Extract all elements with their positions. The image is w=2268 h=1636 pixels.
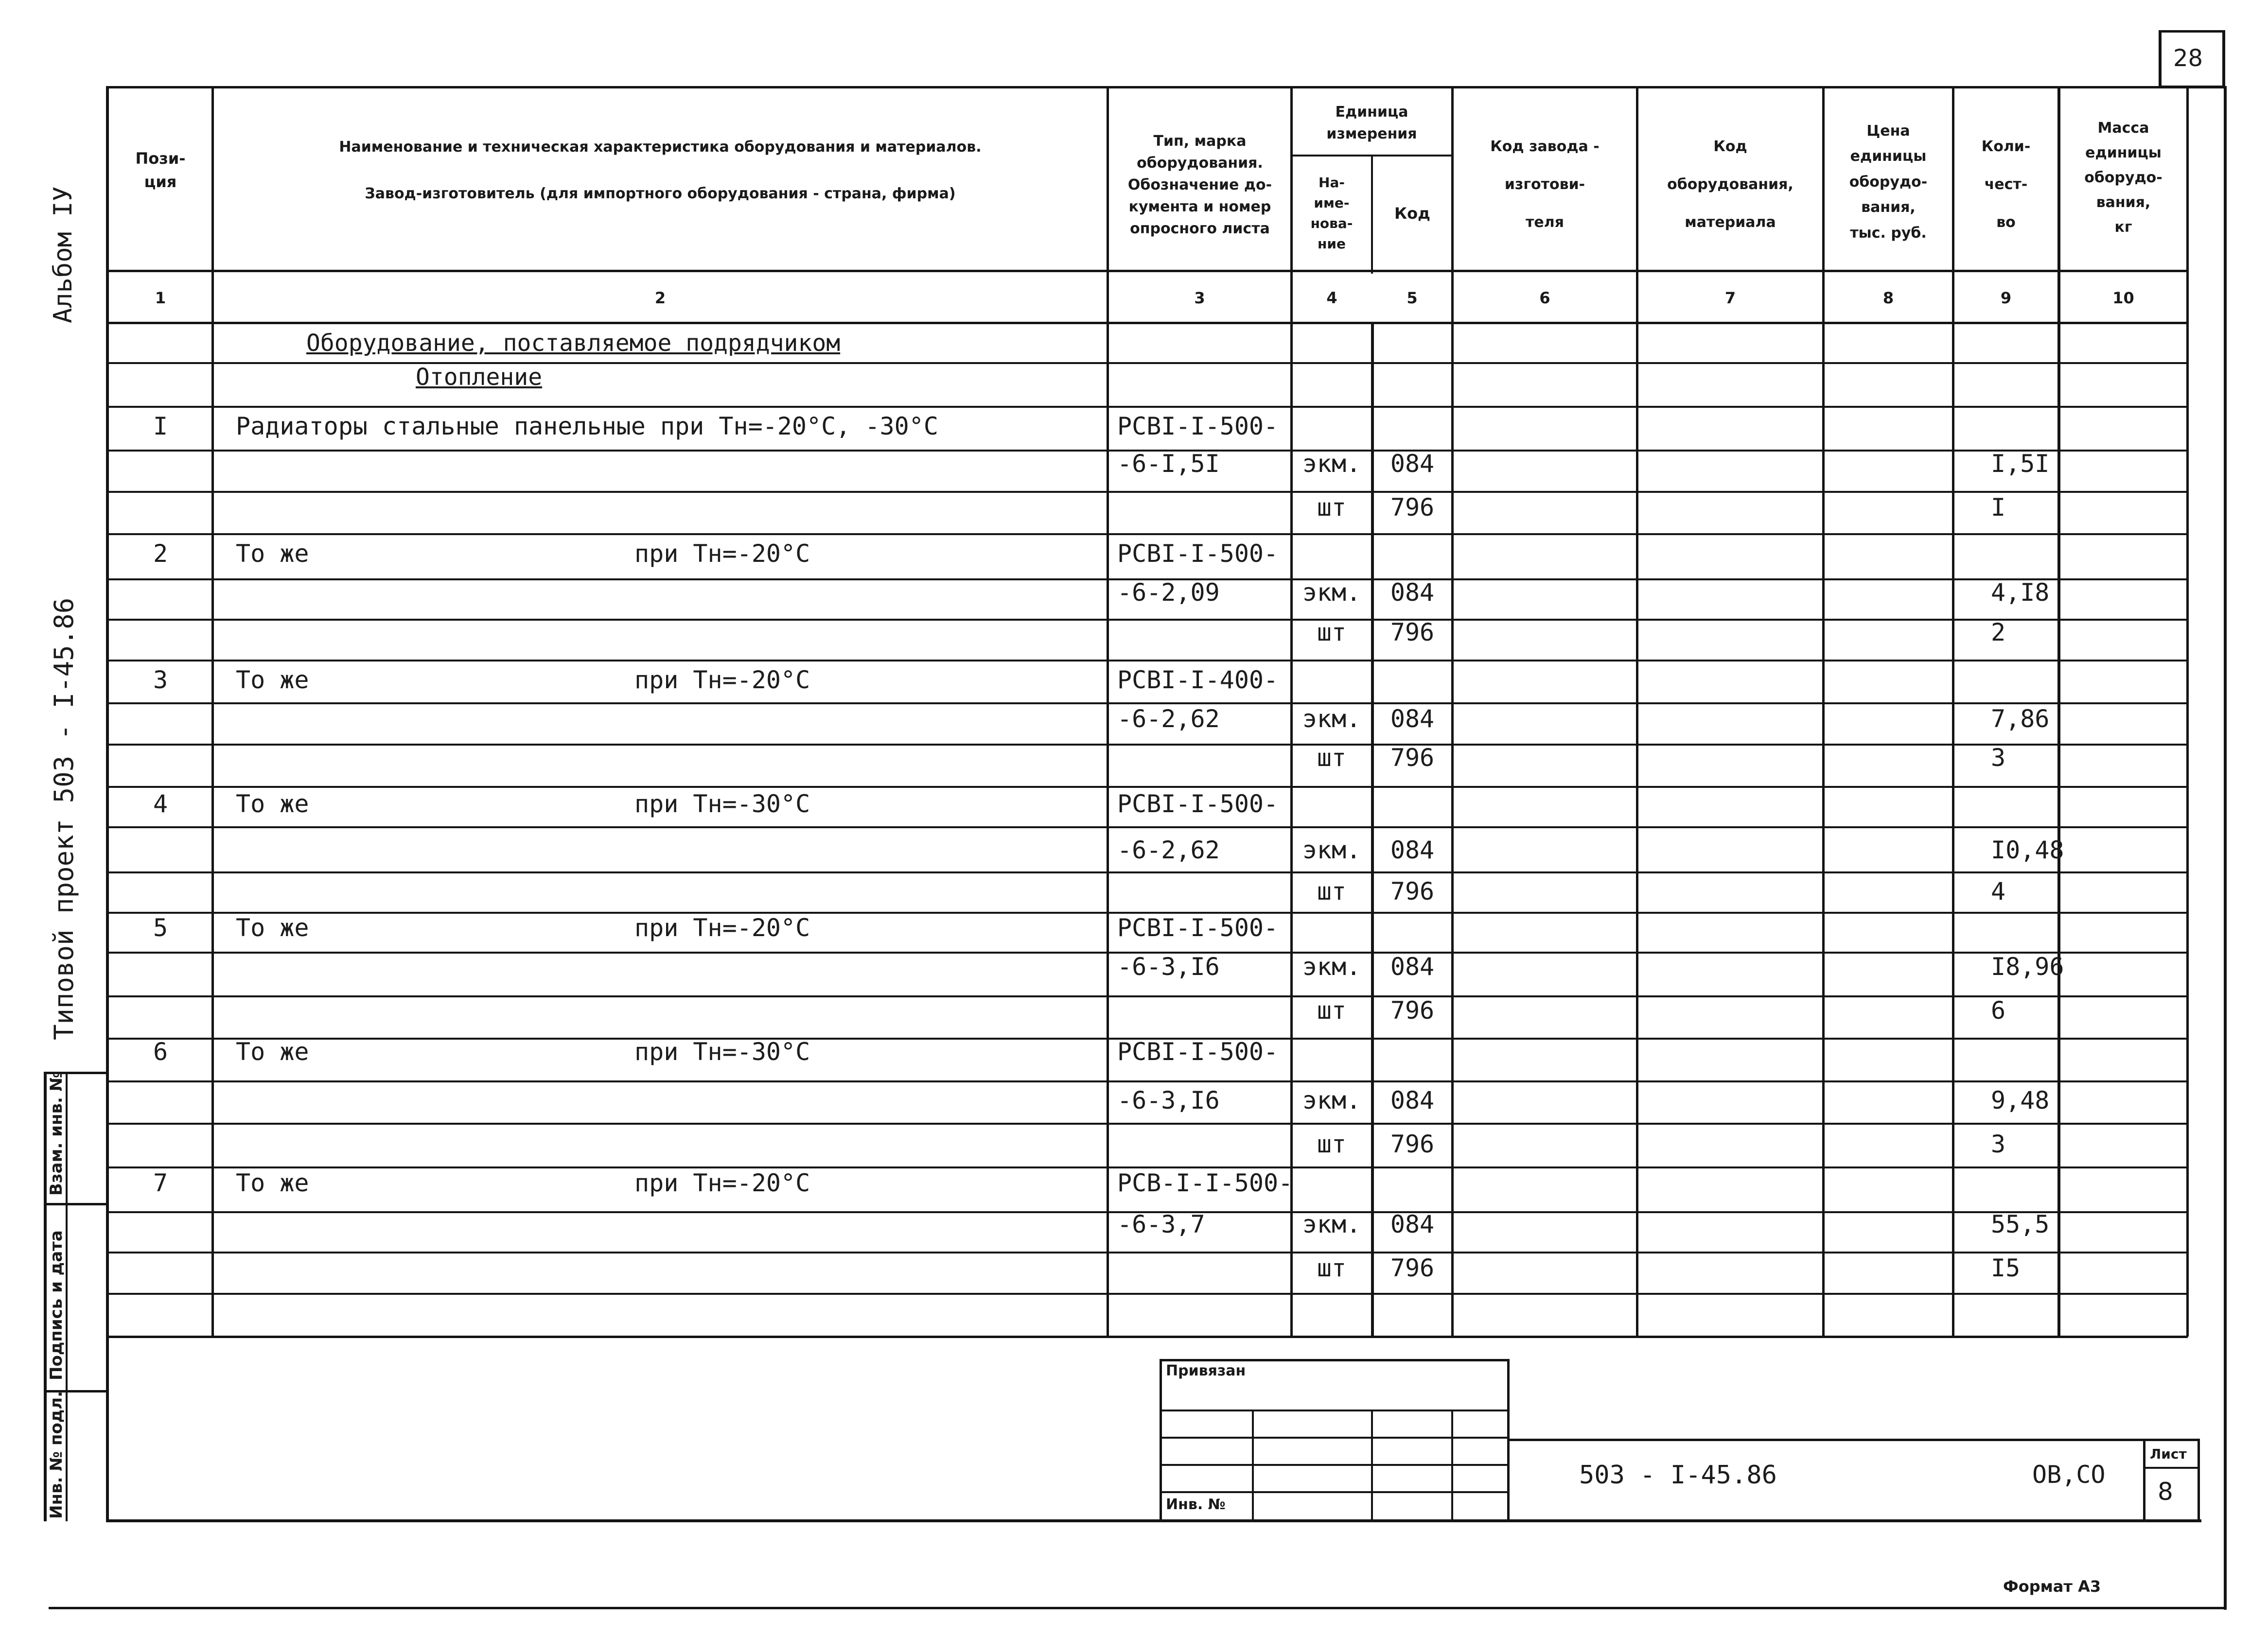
stamp-label-original-inv: Инв. № подл. xyxy=(47,1391,66,1519)
row-unit: шт xyxy=(1317,1130,1347,1158)
row-pos: 2 xyxy=(153,540,168,568)
row-qty: 4 xyxy=(1991,877,2006,905)
row-type: -6-2,62 xyxy=(1117,705,1220,733)
row-qty: 7,86 xyxy=(1991,705,2050,733)
row-qty: I5 xyxy=(1991,1254,2021,1282)
row-code: 796 xyxy=(1390,996,1435,1025)
row-pos: 7 xyxy=(153,1169,168,1197)
row-qty: I0,48 xyxy=(1991,836,2064,864)
row-name: То же xyxy=(236,540,309,568)
row-qty: I xyxy=(1991,493,2006,522)
row-unit: экм. xyxy=(1302,836,1361,864)
colnum-8: 8 xyxy=(1882,288,1894,307)
row-pos: 3 xyxy=(153,666,168,694)
row-cond: при Тн=-30°С xyxy=(634,790,810,818)
colnum-10: 10 xyxy=(2112,288,2134,307)
row-pos: 4 xyxy=(153,790,168,818)
colnum-7: 7 xyxy=(1724,288,1736,307)
row-code: 084 xyxy=(1390,1210,1435,1238)
stamp-label-signature-date: Подпись и дата xyxy=(47,1230,66,1380)
header-unit-name: На- име- нова- ние xyxy=(1310,174,1353,252)
inventory-label: Инв. № xyxy=(1166,1496,1226,1513)
row-qty: I8,96 xyxy=(1991,953,2064,981)
row-qty: 3 xyxy=(1991,1130,2006,1158)
row-unit: шт xyxy=(1317,877,1347,905)
stamp-label-replace-inv: Взам. инв. № xyxy=(47,1071,66,1196)
header-type: Тип, марка оборудования. Обозначение до- кумента и номер опросного листа xyxy=(1127,132,1272,237)
row-unit: шт xyxy=(1317,1254,1347,1282)
row-type: РСВI-I-500- xyxy=(1117,412,1279,440)
row-qty: I,5I xyxy=(1991,450,2050,478)
row-type: РСВI-I-500- xyxy=(1117,1038,1279,1066)
row-name: То же xyxy=(236,914,309,942)
row-code: 084 xyxy=(1390,450,1435,478)
row-cond: при Тн=-20°С xyxy=(634,540,810,568)
row-cond: при Тн=-20°С xyxy=(634,914,810,942)
row-unit: шт xyxy=(1317,996,1347,1025)
header-quantity: Коли- чест- во xyxy=(1981,138,2031,231)
row-unit: экм. xyxy=(1302,953,1361,981)
row-type: -6-I,5I xyxy=(1117,450,1220,478)
row-qty: 2 xyxy=(1991,618,2006,646)
row-type: -6-3,I6 xyxy=(1117,953,1220,981)
album-label: Альбом IУ xyxy=(49,186,78,323)
row-unit: шт xyxy=(1317,744,1347,772)
row-qty: 6 xyxy=(1991,996,2006,1025)
sheet-number: 8 xyxy=(2158,1478,2173,1506)
header-unit-group: Единица измерения xyxy=(1326,103,1417,142)
row-qty: 9,48 xyxy=(1991,1086,2050,1114)
header-factory-code: Код завода - изготови- теля xyxy=(1490,138,1600,231)
header-equipment-code: Код оборудования, материала xyxy=(1667,138,1793,231)
row-unit: экм. xyxy=(1302,1086,1361,1114)
project-label: Типовой проект 503 - I-45.86 xyxy=(49,597,79,1040)
header-mass: Масса единицы оборудо- вания, кг xyxy=(2084,119,2163,236)
colnum-6: 6 xyxy=(1539,288,1550,307)
header-price: Цена единицы оборудо- вания, тыс. руб. xyxy=(1849,122,1928,242)
row-code: 796 xyxy=(1390,493,1435,522)
document-number: 503 - I-45.86 xyxy=(1579,1461,1777,1490)
attached-label: Привязан xyxy=(1166,1362,1246,1379)
subsection-title: Отопление xyxy=(416,364,543,391)
header-name-line1: Наименование и техническая характеристика оборудования и материалов. xyxy=(339,138,982,156)
row-name: То же xyxy=(236,790,309,818)
row-code: 084 xyxy=(1390,1086,1435,1114)
row-type: -6-3,I6 xyxy=(1117,1086,1220,1114)
row-code: 084 xyxy=(1390,705,1435,733)
row-code: 084 xyxy=(1390,953,1435,981)
row-name: Радиаторы стальные панельные при Тн=-20°С, -30°С xyxy=(236,412,938,440)
colnum-4: 4 xyxy=(1326,288,1337,307)
colnum-9: 9 xyxy=(2000,288,2012,307)
row-pos: 5 xyxy=(153,914,168,942)
document-mark: ОВ,СО xyxy=(2032,1461,2106,1489)
row-code: 084 xyxy=(1390,578,1435,607)
row-code: 796 xyxy=(1390,877,1435,905)
row-unit: экм. xyxy=(1302,450,1361,478)
row-type: РСВI-I-400- xyxy=(1117,666,1279,694)
row-type: РСВ-I-I-500- xyxy=(1117,1169,1293,1197)
row-unit: экм. xyxy=(1302,578,1361,607)
row-type: РСВI-I-500- xyxy=(1117,790,1279,818)
row-unit: экм. xyxy=(1302,1210,1361,1238)
row-name: То же xyxy=(236,1038,309,1066)
row-type: -6-2,62 xyxy=(1117,836,1220,864)
row-unit: шт xyxy=(1317,493,1347,522)
colnum-1: 1 xyxy=(155,288,166,307)
row-pos: 6 xyxy=(153,1038,168,1066)
colnum-2: 2 xyxy=(654,288,666,307)
row-code: 796 xyxy=(1390,744,1435,772)
row-name: То же xyxy=(236,666,309,694)
sheet-label: Лист xyxy=(2150,1446,2187,1462)
section-title: Оборудование, поставляемое подрядчиком xyxy=(306,330,841,357)
row-qty: 3 xyxy=(1991,744,2006,772)
row-code: 796 xyxy=(1390,618,1435,646)
header-unit-code: Код xyxy=(1394,204,1430,223)
format-label: Формат А3 xyxy=(2003,1577,2101,1596)
row-type: -6-3,7 xyxy=(1117,1210,1205,1238)
header-position: Пози- ция xyxy=(135,149,186,191)
row-qty: 55,5 xyxy=(1991,1210,2050,1238)
row-type: РСВI-I-500- xyxy=(1117,540,1279,568)
row-unit: экм. xyxy=(1302,705,1361,733)
sheet-corner-number: 28 xyxy=(2173,45,2203,72)
row-type: -6-2,09 xyxy=(1117,578,1220,607)
row-code: 796 xyxy=(1390,1254,1435,1282)
colnum-5: 5 xyxy=(1407,288,1418,307)
row-cond: при Тн=-20°С xyxy=(634,666,810,694)
row-name: То же xyxy=(236,1169,309,1197)
row-type: РСВI-I-500- xyxy=(1117,914,1279,942)
colnum-3: 3 xyxy=(1194,288,1205,307)
row-pos: I xyxy=(153,412,168,440)
row-unit: шт xyxy=(1317,618,1347,646)
header-name-line2: Завод-изготовитель (для импортного оборудования - страна, фирма) xyxy=(365,185,956,202)
row-cond: при Тн=-30°С xyxy=(634,1038,810,1066)
row-cond: при Тн=-20°С xyxy=(634,1169,810,1197)
row-code: 084 xyxy=(1390,836,1435,864)
row-code: 796 xyxy=(1390,1130,1435,1158)
row-qty: 4,I8 xyxy=(1991,578,2050,607)
